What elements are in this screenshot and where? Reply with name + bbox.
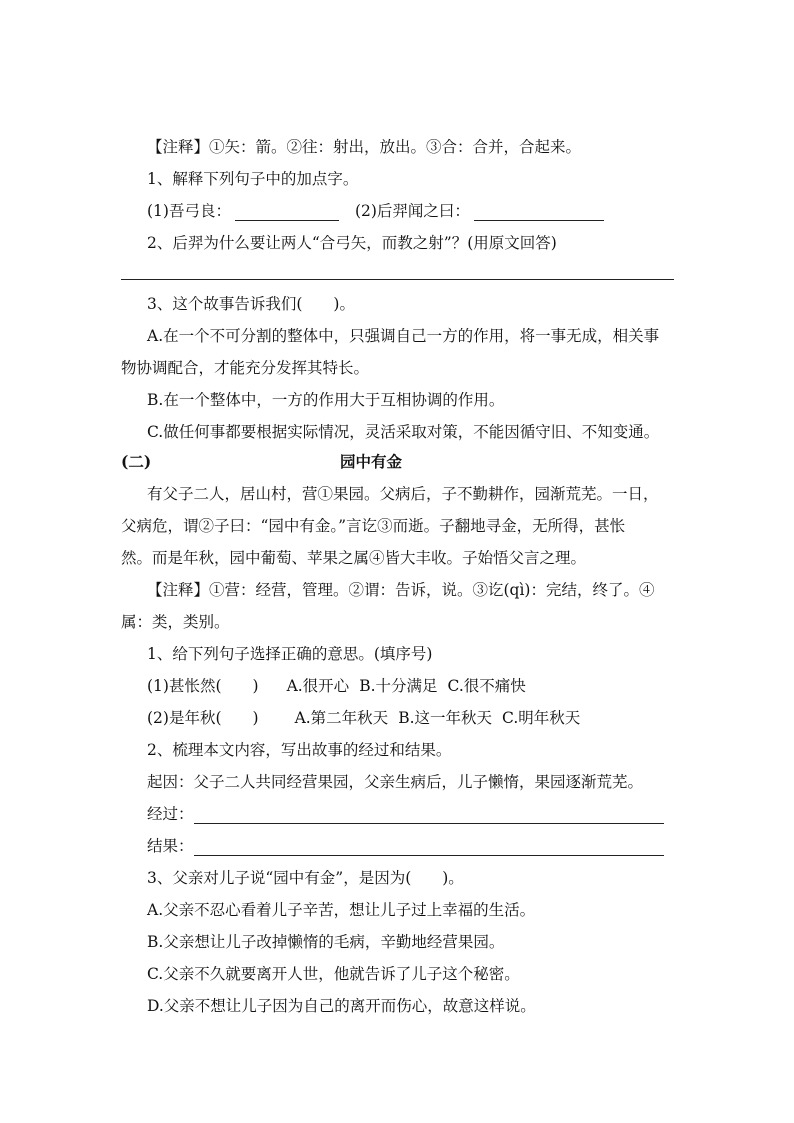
option-a: A.父亲不忍心看着儿子辛苦，想让儿子过上幸福的生活。 (147, 901, 536, 919)
result-line (147, 836, 664, 856)
option-c: C.父亲不久就要离开人世，他就告诉了儿子这个秘密。 (147, 965, 520, 983)
answer-blank[interactable] (235, 204, 339, 221)
q1b-label: (2)后羿闻之曰： (354, 202, 470, 220)
question-3: 3、这个故事告诉我们( )。 (147, 295, 355, 313)
option-b: B.在一个整体中，一方的作用大于互相协调的作用。 (147, 391, 505, 409)
q1a-stem: (1)甚怅然( ) (147, 677, 259, 695)
question-1-items (147, 201, 604, 221)
question-2: 2、后羿为什么要让两人“合弓矢，而教之射”？(用原文回答) (147, 234, 557, 252)
option: C.很不痛快 (447, 677, 526, 695)
option: B.这一年秋天 (398, 709, 493, 727)
cause-line: 起因：父子二人共同经营果园，父亲生病后，儿子懒惰，果园逐渐荒芜。 (147, 773, 644, 791)
answer-blank[interactable] (194, 807, 664, 824)
note-line: 【注释】①营：经营，管理。②谓：告诉，说。③讫(qì)：完结，终了。④ (147, 581, 655, 599)
option: A.很开心 (286, 677, 350, 695)
passage-line: 有父子二人，居山村，营①果园。父病后，子不勤耕作，园渐荒芜。一日， (147, 485, 659, 503)
passage-title: 园中有金 (340, 452, 403, 471)
result-label: 结果： (147, 837, 194, 855)
process-line (147, 804, 664, 824)
answer-blank[interactable] (474, 204, 604, 221)
question-1: 1、给下列句子选择正确的意思。(填序号) (147, 645, 433, 663)
option-d: D.父亲不想让儿子因为自己的离开而伤心，故意这样说。 (147, 997, 536, 1015)
question-2: 2、梳理本文内容，写出故事的经过和结果。 (147, 741, 452, 759)
question-1a (147, 676, 526, 696)
section-number: (二) (121, 452, 152, 471)
question-3: 3、父亲对儿子说“园中有金”，是因为( )。 (147, 869, 464, 887)
passage-line: 然。而是年秋，园中葡萄、苹果之属④皆大丰收。子始悟父言之理。 (121, 549, 587, 567)
q1a-label: (1)吾弓良： (147, 202, 231, 220)
option-a-cont: 物协调配合，才能充分发挥其特长。 (121, 359, 370, 377)
question-1b (147, 708, 580, 728)
question-1: 1、解释下列句子中的加点字。 (147, 170, 359, 188)
note-line-cont: 属：类，类别。 (121, 613, 230, 631)
answer-blank[interactable] (194, 839, 664, 856)
option-c: C.做任何事都要根据实际情况，灵活采取对策，不能因循守旧、不知变通。 (147, 423, 660, 441)
passage-line: 父病危，谓②子曰：“园中有金。”言讫③而逝。子翻地寻金，无所得，甚怅 (121, 517, 626, 535)
option: C.明年秋天 (502, 709, 581, 727)
option-b: B.父亲想让儿子改掉懒惰的毛病，辛勤地经营果园。 (147, 933, 505, 951)
option: A.第二年秋天 (294, 709, 389, 727)
process-label: 经过： (147, 805, 194, 823)
q1b-stem: (2)是年秋( ) (147, 709, 259, 727)
answer-line[interactable] (121, 279, 674, 280)
option-a: A.在一个不可分割的整体中，只强调自己一方的作用，将一事无成，相关事 (147, 327, 660, 345)
note-line: 【注释】①矢：箭。②往：射出，放出。③合：合并，合起来。 (147, 138, 582, 156)
option: B.十分满足 (359, 677, 438, 695)
